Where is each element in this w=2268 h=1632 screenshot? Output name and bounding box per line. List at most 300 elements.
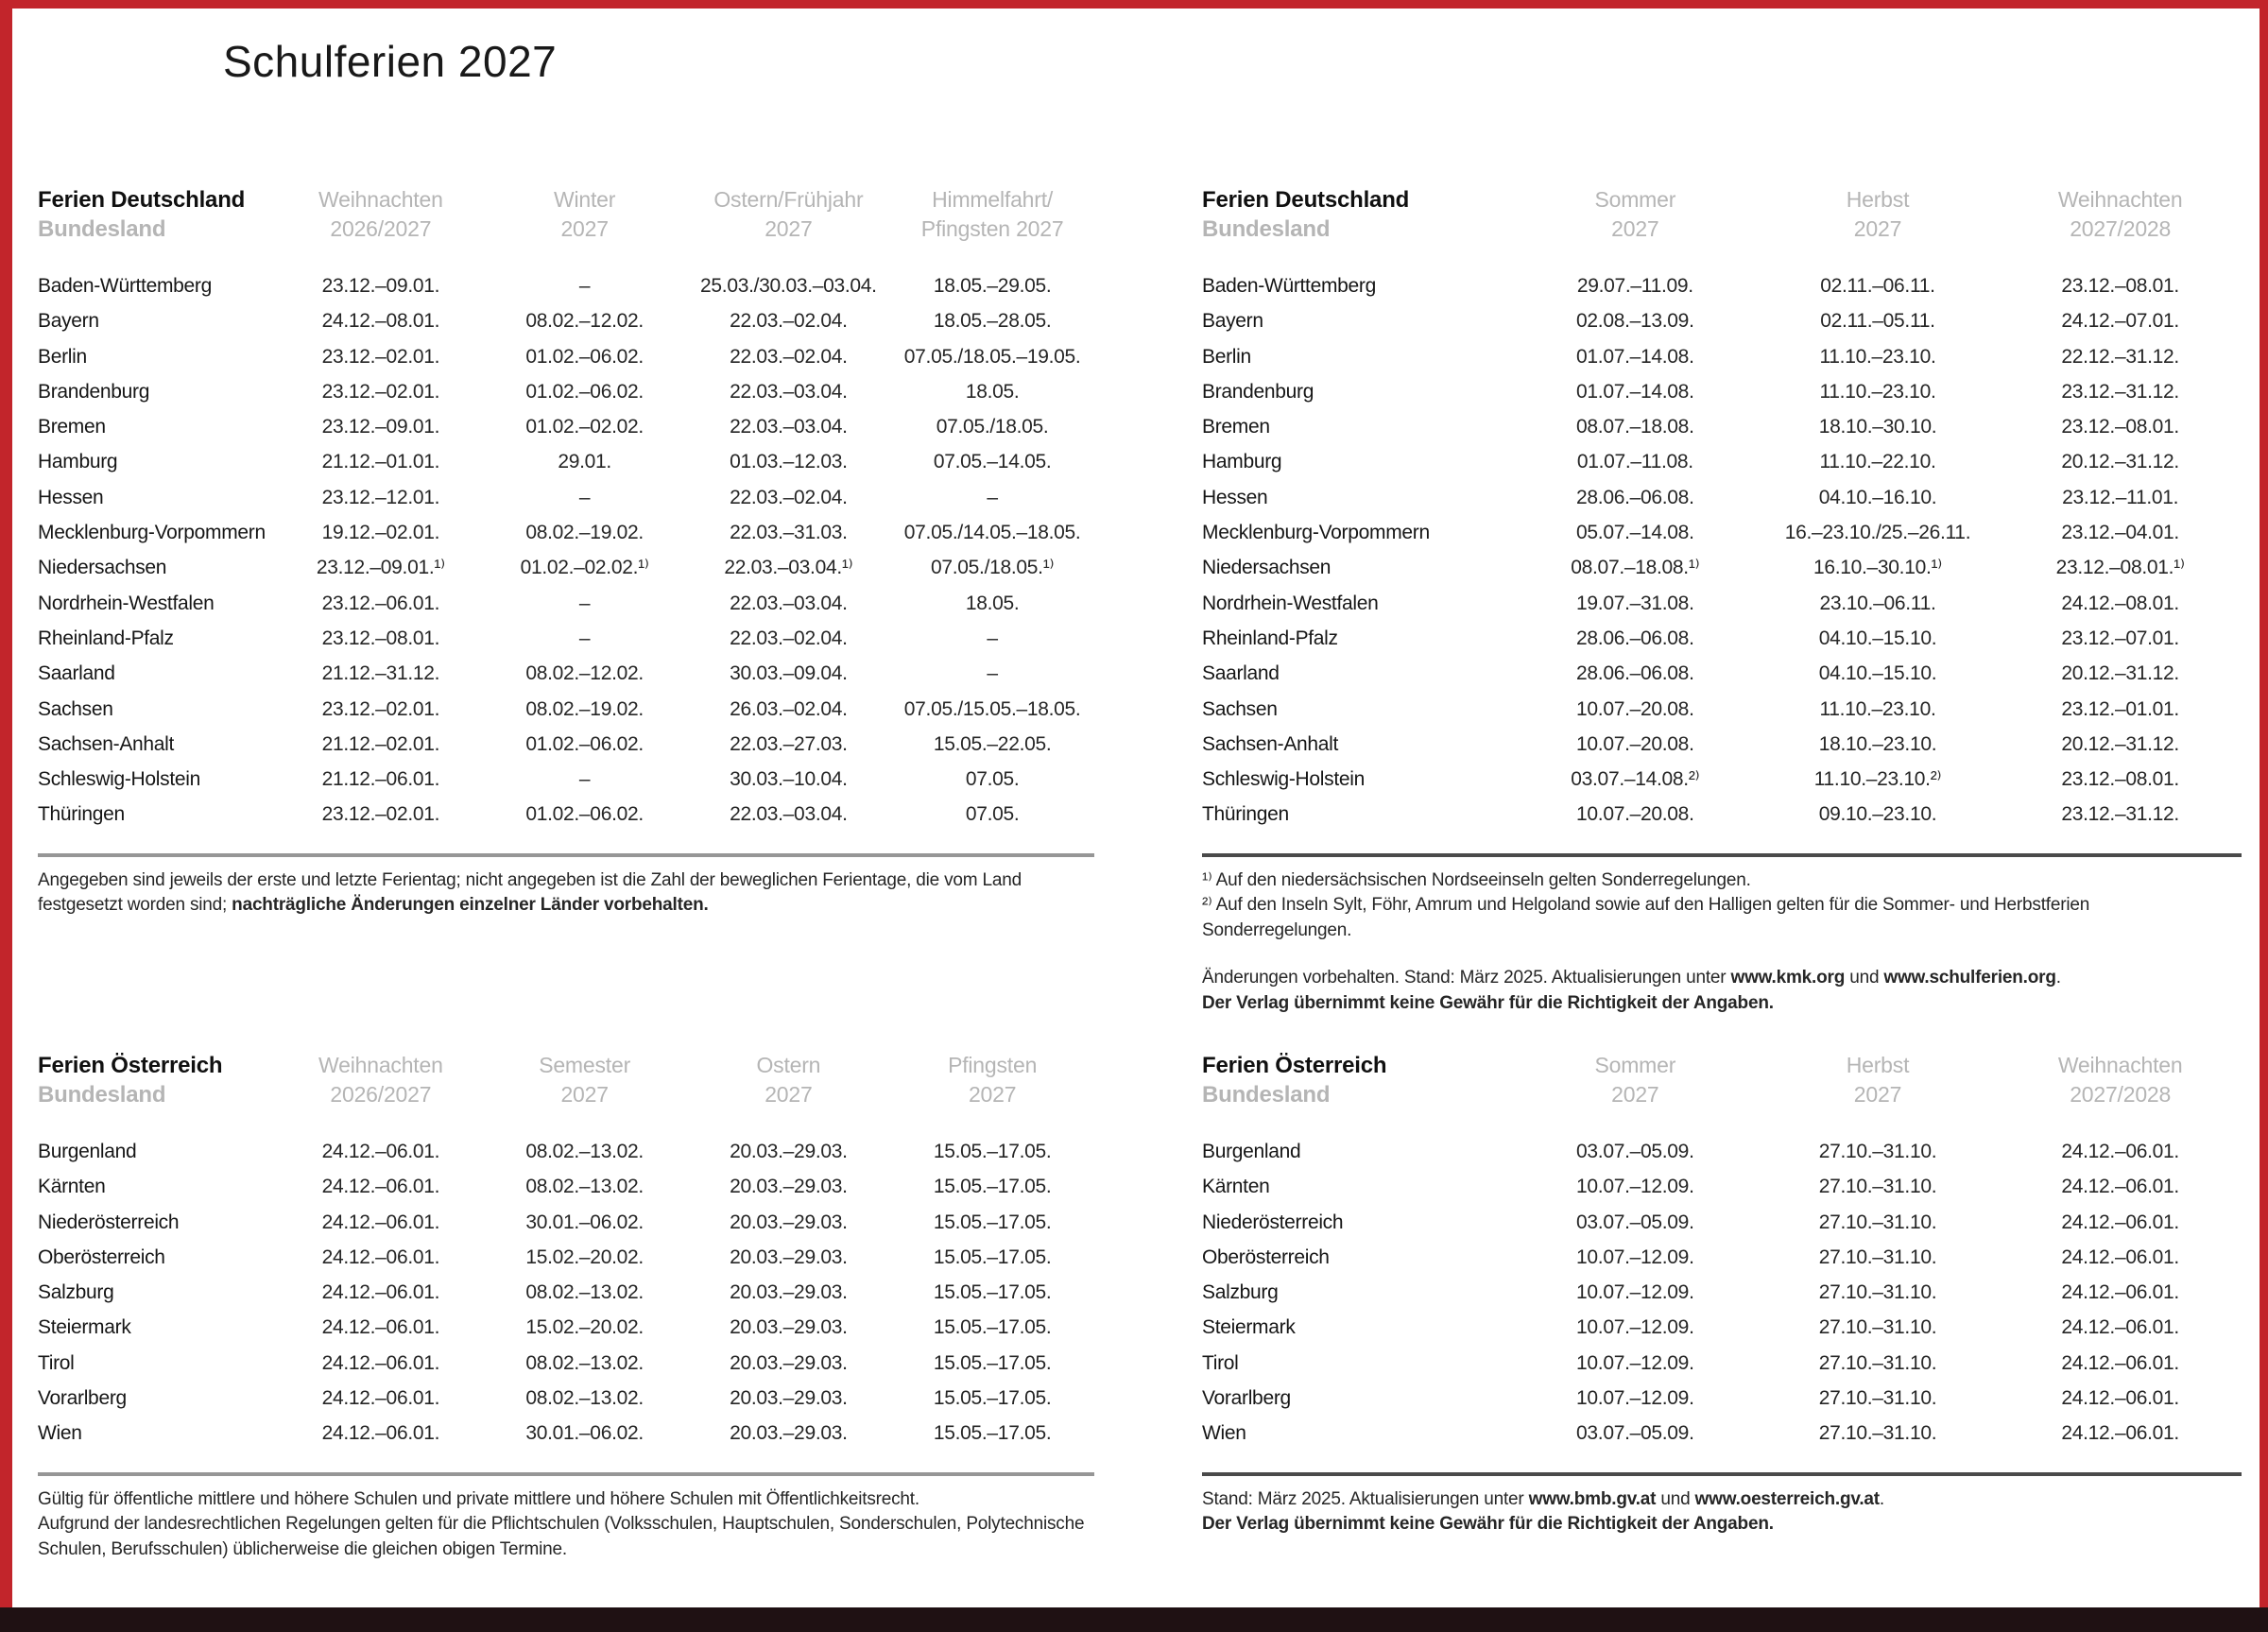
column-header-line2: 2027 bbox=[1853, 1082, 1902, 1107]
holiday-dates: 07.05./15.05.–18.05. bbox=[903, 697, 1081, 720]
holiday-dates: 24.12.–06.01. bbox=[321, 1316, 440, 1339]
holiday-dates: 11.10.–23.10. bbox=[1819, 380, 1936, 403]
divider-rule bbox=[38, 1472, 1094, 1476]
holiday-dates: 24.12.–06.01. bbox=[321, 1141, 440, 1162]
holiday-dates: 04.10.–16.10. bbox=[1818, 486, 1937, 508]
footnote-text: . bbox=[2055, 968, 2061, 988]
table-row bbox=[38, 621, 1094, 656]
column-header-line2: 2027 bbox=[1853, 216, 1902, 241]
state-name: Sachsen-Anhalt bbox=[1202, 732, 1339, 755]
table-row bbox=[1202, 339, 2242, 374]
holiday-dates: 21.12.–06.01. bbox=[321, 768, 440, 791]
footnote-text: . bbox=[1879, 1488, 1885, 1509]
state-name: Hessen bbox=[38, 486, 104, 508]
holiday-dates: 03.07.–05.09. bbox=[1576, 1211, 1694, 1233]
cover-edge-right bbox=[2259, 0, 2268, 1632]
holiday-dates: 02.11.–06.11. bbox=[1820, 275, 1935, 297]
holiday-dates: 01.07.–14.08. bbox=[1576, 380, 1694, 403]
holiday-dates: 23.12.–11.01. bbox=[2062, 486, 2179, 508]
holiday-dates: 20.03.–29.03. bbox=[730, 1245, 848, 1268]
column-header-line2: 2027/2028 bbox=[2070, 216, 2172, 241]
column-header-line1: Weihnachten bbox=[318, 1053, 443, 1077]
holiday-dates: 20.03.–29.03. bbox=[730, 1281, 848, 1304]
state-name: Oberösterreich bbox=[38, 1245, 165, 1268]
holiday-dates: 20.12.–31.12. bbox=[2061, 662, 2179, 685]
holiday-dates: 10.07.–12.09. bbox=[1576, 1281, 1694, 1304]
holiday-dates: 23.12.–08.01.¹⁾ bbox=[2055, 557, 2185, 579]
state-name: Baden-Württemberg bbox=[1202, 275, 1376, 297]
holiday-dates: 10.07.–12.09. bbox=[1576, 1245, 1694, 1268]
table-header-row bbox=[1202, 185, 2242, 244]
table-row bbox=[1202, 762, 2242, 797]
holiday-dates: 23.12.–12.01. bbox=[321, 486, 440, 508]
column-header bbox=[1757, 185, 2000, 244]
state-name: Thüringen bbox=[1202, 803, 1289, 826]
holiday-dates: 24.12.–06.01. bbox=[321, 1176, 440, 1198]
state-name: Sachsen-Anhalt bbox=[38, 732, 175, 755]
state-name: Schleswig-Holstein bbox=[38, 768, 201, 791]
holiday-dates: 23.12.–04.01. bbox=[2061, 522, 2179, 544]
holiday-dates: 10.07.–12.09. bbox=[1576, 1351, 1694, 1374]
state-name: Wien bbox=[1202, 1422, 1246, 1445]
state-name: Mecklenburg-Vorpommern bbox=[1202, 522, 1430, 544]
table-subtitle: Bundesland bbox=[1202, 1082, 1331, 1108]
holiday-dates: 21.12.–31.12. bbox=[321, 662, 440, 685]
holiday-dates: 10.07.–20.08. bbox=[1576, 697, 1694, 720]
column-header-line1: Himmelfahrt/ bbox=[932, 187, 1054, 212]
holiday-dates: 23.12.–09.01. bbox=[321, 275, 440, 297]
holiday-dates: 22.03.–31.03. bbox=[730, 522, 848, 544]
holiday-dates: 09.10.–23.10. bbox=[1818, 803, 1937, 826]
state-name: Brandenburg bbox=[1202, 380, 1314, 403]
column-header bbox=[1757, 1051, 2000, 1109]
column-header-line2: Pfingsten 2027 bbox=[920, 216, 1064, 241]
column-header bbox=[687, 1051, 891, 1109]
footnote-line bbox=[38, 1487, 1094, 1513]
table-row bbox=[38, 656, 1094, 691]
holiday-dates: 18.05. bbox=[965, 592, 1020, 614]
holiday-dates: 23.12.–31.12. bbox=[2061, 380, 2179, 403]
cover-edge-top bbox=[0, 0, 2268, 9]
holiday-dates: 11.10.–23.10.²⁾ bbox=[1813, 768, 1942, 791]
holiday-dates: 20.03.–29.03. bbox=[730, 1351, 848, 1374]
holiday-dates: 20.12.–31.12. bbox=[2061, 732, 2179, 755]
state-name: Schleswig-Holstein bbox=[1202, 768, 1366, 791]
state-name: Baden-Württemberg bbox=[38, 275, 212, 297]
holiday-dates: 18.05.–28.05. bbox=[933, 310, 1052, 333]
holiday-dates: 03.07.–05.09. bbox=[1576, 1422, 1694, 1445]
state-name: Saarland bbox=[1202, 662, 1280, 685]
column-header bbox=[687, 185, 891, 244]
holiday-dates: 08.07.–18.08.¹⁾ bbox=[1571, 557, 1700, 579]
footnote-line bbox=[1202, 893, 2242, 943]
holiday-dates: 07.05./18.05.–19.05. bbox=[903, 345, 1081, 368]
holiday-dates: 01.02.–06.02. bbox=[525, 803, 644, 826]
holiday-dates: 23.12.–02.01. bbox=[321, 380, 440, 403]
table-title: Ferien Deutschland bbox=[1202, 187, 1410, 213]
table-row bbox=[38, 1275, 1094, 1310]
holiday-dates: 23.12.–08.01. bbox=[321, 627, 440, 649]
state-name: Tirol bbox=[1202, 1351, 1239, 1374]
table-row bbox=[1202, 1416, 2242, 1451]
column-header-line2: 2027 bbox=[560, 216, 609, 241]
column-header-line2: 2027 bbox=[1611, 216, 1659, 241]
column-header-line2: 2027 bbox=[1611, 1082, 1659, 1107]
table-row bbox=[1202, 268, 2242, 303]
table-subtitle: Bundesland bbox=[38, 216, 166, 242]
footnotes bbox=[1202, 868, 2242, 1017]
table-row bbox=[38, 586, 1094, 621]
table-row bbox=[38, 339, 1094, 374]
holiday-dates: 25.03./30.03.–03.04. bbox=[700, 275, 877, 297]
holiday-dates: 27.10.–31.10. bbox=[1818, 1245, 1937, 1268]
table-row bbox=[38, 762, 1094, 797]
holiday-dates: 07.05. bbox=[965, 768, 1020, 791]
holiday-dates: 01.03.–12.03. bbox=[730, 451, 848, 473]
holiday-dates: 24.12.–06.01. bbox=[321, 1387, 440, 1410]
holiday-dates: 27.10.–31.10. bbox=[1818, 1211, 1937, 1233]
state-name: Bremen bbox=[38, 416, 106, 438]
holiday-dates: 08.02.–12.02. bbox=[525, 662, 644, 685]
holiday-dates: 24.12.–07.01. bbox=[2061, 310, 2179, 333]
holiday-dates: 10.07.–12.09. bbox=[1576, 1316, 1694, 1339]
table-title-cell bbox=[1202, 185, 1514, 244]
holiday-dates: 27.10.–31.10. bbox=[1818, 1422, 1937, 1445]
table-row bbox=[38, 692, 1094, 727]
state-name: Vorarlberg bbox=[1202, 1387, 1291, 1410]
state-name: Niedersachsen bbox=[38, 557, 167, 579]
column-header bbox=[1514, 185, 1757, 244]
holiday-dates: 20.03.–29.03. bbox=[730, 1316, 848, 1339]
table-row bbox=[38, 1346, 1094, 1381]
state-name: Nordrhein-Westfalen bbox=[1202, 592, 1379, 614]
column-header-line2: 2027/2028 bbox=[2070, 1082, 2172, 1107]
table-row bbox=[1202, 621, 2242, 656]
state-name: Rheinland-Pfalz bbox=[1202, 627, 1338, 649]
holiday-dates: 29.01. bbox=[558, 451, 611, 473]
holiday-dates: 04.10.–15.10. bbox=[1818, 662, 1937, 685]
footnote-text: Aufgrund der landesrechtlichen Regelungen gelten für die Pflichtschulen (Volksschulen, Hauptschulen, Sonderschulen, Polytechnische Schulen, Berufsschulen) üblicherweise die gleichen obigen Termine. bbox=[38, 1514, 1085, 1559]
table-row bbox=[1202, 303, 2242, 338]
holiday-dates: 18.10.–23.10. bbox=[1818, 732, 1937, 755]
table-row bbox=[38, 1205, 1094, 1240]
holiday-dates: 08.02.–19.02. bbox=[525, 522, 644, 544]
column-header-line1: Semester bbox=[539, 1053, 631, 1077]
holiday-dates-empty: – bbox=[987, 662, 998, 685]
state-name: Vorarlberg bbox=[38, 1387, 127, 1410]
footnote-text: www.kmk.org bbox=[1730, 968, 1846, 988]
holiday-dates: 27.10.–31.10. bbox=[1818, 1316, 1937, 1339]
holiday-dates: 28.06.–06.08. bbox=[1576, 662, 1694, 685]
table-row bbox=[1202, 1134, 2242, 1169]
table-row bbox=[1202, 1346, 2242, 1381]
holiday-dates: 04.10.–15.10. bbox=[1818, 627, 1937, 649]
holiday-dates: 22.03.–03.04. bbox=[730, 380, 848, 403]
table-row bbox=[38, 409, 1094, 444]
holiday-dates: 23.12.–07.01. bbox=[2061, 627, 2179, 649]
footnote-text: www.schulferien.org bbox=[1883, 968, 2056, 988]
holiday-dates: 15.02.–20.02. bbox=[525, 1316, 644, 1339]
holiday-dates: 01.02.–02.02. bbox=[525, 416, 644, 438]
column-header bbox=[890, 185, 1094, 244]
holiday-dates: 23.10.–06.11. bbox=[1819, 592, 1936, 614]
table-row bbox=[1202, 480, 2242, 515]
holiday-dates: 20.03.–29.03. bbox=[730, 1141, 848, 1162]
holiday-dates-empty: – bbox=[987, 627, 998, 649]
footnote-text: ²⁾ Auf den Inseln Sylt, Föhr, Amrum und Helgoland sowie auf den Halligen gelten für die Sommer- und Herbstferien Sonderregelungen. bbox=[1202, 895, 2090, 940]
column-header bbox=[1999, 185, 2242, 244]
state-name: Saarland bbox=[38, 662, 115, 685]
column-header bbox=[483, 185, 687, 244]
holiday-dates: 01.02.–06.02. bbox=[525, 380, 644, 403]
holiday-dates: 21.12.–02.01. bbox=[321, 732, 440, 755]
holiday-dates: 24.12.–06.01. bbox=[2061, 1281, 2179, 1304]
holiday-dates-empty: – bbox=[987, 486, 998, 508]
holiday-dates: 01.07.–11.08. bbox=[1576, 451, 1693, 473]
table-row bbox=[1202, 586, 2242, 621]
holiday-dates: 23.12.–08.01. bbox=[2061, 416, 2179, 438]
table-header-row bbox=[38, 185, 1094, 244]
table-row bbox=[38, 1169, 1094, 1204]
holiday-dates: 08.02.–19.02. bbox=[525, 697, 644, 720]
holiday-dates: 08.02.–13.02. bbox=[525, 1176, 644, 1198]
holiday-dates-empty: – bbox=[578, 275, 591, 297]
state-name: Steiermark bbox=[1202, 1316, 1296, 1339]
holiday-dates: 19.12.–02.01. bbox=[321, 522, 440, 544]
state-name: Bayern bbox=[38, 310, 99, 333]
holiday-dates: 11.10.–23.10. bbox=[1819, 697, 1936, 720]
state-name: Hamburg bbox=[38, 451, 118, 473]
table-row bbox=[38, 797, 1094, 832]
holiday-dates: 23.12.–09.01.¹⁾ bbox=[316, 557, 445, 579]
holiday-dates: 23.12.–02.01. bbox=[321, 345, 440, 368]
state-name: Salzburg bbox=[38, 1281, 114, 1304]
holiday-dates: 03.07.–14.08.²⁾ bbox=[1571, 768, 1700, 791]
table-title-cell bbox=[38, 185, 279, 244]
holiday-dates: 28.06.–06.08. bbox=[1576, 486, 1694, 508]
footnote-text: nachträgliche Änderungen einzelner Länder vorbehalten. bbox=[232, 895, 709, 916]
page-title: Schulferien 2027 bbox=[223, 37, 558, 86]
holiday-dates: 23.12.–06.01. bbox=[321, 592, 440, 614]
holiday-dates: 08.02.–13.02. bbox=[525, 1281, 644, 1304]
footnotes bbox=[38, 868, 1094, 919]
state-name: Bremen bbox=[1202, 416, 1270, 438]
state-name: Sachsen bbox=[38, 697, 113, 720]
holiday-dates: 15.05.–17.05. bbox=[933, 1422, 1052, 1445]
table-row bbox=[38, 1381, 1094, 1416]
column-header-line2: 2027 bbox=[765, 216, 813, 241]
holiday-dates: 18.05.–29.05. bbox=[933, 275, 1052, 297]
holiday-dates: 11.10.–22.10. bbox=[1819, 451, 1936, 473]
column-header-line1: Herbst bbox=[1846, 1053, 1910, 1077]
column-header bbox=[1999, 1051, 2242, 1109]
state-name: Berlin bbox=[38, 345, 87, 368]
state-name: Bayern bbox=[1202, 310, 1263, 333]
table-subtitle: Bundesland bbox=[1202, 216, 1331, 242]
table-row bbox=[38, 1240, 1094, 1275]
state-name: Steiermark bbox=[38, 1316, 131, 1339]
footnote-text: Änderungen vorbehalten. Stand: März 2025. Aktualisierungen unter bbox=[1202, 968, 1731, 988]
footnote-line bbox=[38, 868, 1094, 919]
column-header-line1: Ostern bbox=[756, 1053, 821, 1077]
holiday-dates: 30.03.–10.04. bbox=[730, 768, 848, 791]
holiday-dates-empty: – bbox=[578, 486, 591, 508]
holiday-dates: 24.12.–06.01. bbox=[2061, 1351, 2179, 1374]
state-name: Thüringen bbox=[38, 803, 125, 826]
footnotes bbox=[1202, 1487, 2242, 1538]
state-name: Niederösterreich bbox=[38, 1211, 180, 1233]
footnote-line bbox=[1202, 1512, 2242, 1538]
holiday-dates: 24.12.–06.01. bbox=[2061, 1176, 2179, 1198]
footnote-line bbox=[1202, 1487, 2242, 1513]
table-row bbox=[38, 374, 1094, 409]
holiday-dates: 22.03.–02.04. bbox=[730, 345, 848, 368]
cover-edge-bottom bbox=[0, 1607, 2268, 1632]
holiday-dates: 15.05.–17.05. bbox=[933, 1281, 1052, 1304]
holiday-dates: 18.10.–30.10. bbox=[1818, 416, 1937, 438]
table-header-row bbox=[38, 1051, 1094, 1109]
holiday-dates: 24.12.–08.01. bbox=[2061, 592, 2179, 614]
table-row bbox=[38, 1310, 1094, 1345]
table-austria-second-half bbox=[1202, 1051, 2242, 1538]
holiday-dates: 22.03.–27.03. bbox=[730, 732, 848, 755]
holiday-dates: 16.10.–30.10.¹⁾ bbox=[1813, 557, 1943, 579]
footnote-text: Angegeben sind jeweils der erste und letzte Ferientag; nicht angegeben ist die Zahl der beweglichen Ferientage, die vom Land festgesetzt worden sind; bbox=[38, 869, 1022, 916]
state-name: Mecklenburg-Vorpommern bbox=[38, 522, 266, 544]
holiday-dates: 30.03.–09.04. bbox=[730, 662, 848, 685]
state-name: Kärnten bbox=[38, 1176, 106, 1198]
footnote-text: www.oesterreich.gv.at bbox=[1694, 1488, 1880, 1509]
footnote-text: Stand: März 2025. Aktualisierungen unter bbox=[1202, 1488, 1529, 1509]
holiday-dates: 30.01.–06.02. bbox=[525, 1211, 644, 1233]
footnote-line bbox=[1202, 868, 2242, 894]
holiday-dates: 24.12.–08.01. bbox=[321, 310, 440, 333]
holiday-dates: 24.12.–06.01. bbox=[321, 1351, 440, 1374]
table-germany-second-half bbox=[1202, 185, 2242, 1016]
table-row bbox=[1202, 656, 2242, 691]
holiday-dates: 23.12.–09.01. bbox=[321, 416, 440, 438]
state-name: Kärnten bbox=[1202, 1176, 1270, 1198]
holiday-dates: 15.05.–17.05. bbox=[933, 1141, 1052, 1162]
cover-edge-left bbox=[0, 0, 12, 1632]
state-name: Rheinland-Pfalz bbox=[38, 627, 174, 649]
state-name: Burgenland bbox=[38, 1141, 137, 1162]
state-name: Wien bbox=[38, 1422, 82, 1445]
column-header-line1: Sommer bbox=[1594, 1053, 1676, 1077]
column-header-line1: Weihnachten bbox=[318, 187, 443, 212]
table-row bbox=[1202, 374, 2242, 409]
holiday-dates: 20.12.–31.12. bbox=[2061, 451, 2179, 473]
table-row bbox=[38, 303, 1094, 338]
holiday-dates: 10.07.–12.09. bbox=[1576, 1387, 1694, 1410]
holiday-dates: 22.03.–03.04. bbox=[730, 803, 848, 826]
holiday-dates: 01.02.–06.02. bbox=[525, 732, 644, 755]
table-row bbox=[1202, 1169, 2242, 1204]
holiday-dates: 27.10.–31.10. bbox=[1818, 1176, 1937, 1198]
column-header-line1: Weihnachten bbox=[2057, 1053, 2183, 1077]
holiday-dates: 08.02.–13.02. bbox=[525, 1387, 644, 1410]
holiday-dates: 07.05. bbox=[965, 803, 1020, 826]
state-name: Brandenburg bbox=[38, 380, 150, 403]
table-row bbox=[38, 268, 1094, 303]
holiday-dates: 08.02.–12.02. bbox=[525, 310, 644, 333]
holiday-dates: 22.03.–03.04. bbox=[730, 592, 848, 614]
footnote-text: ¹⁾ Auf den niedersächsischen Nordseeinseln gelten Sonderregelungen. bbox=[1202, 869, 1751, 890]
holiday-dates: 02.11.–05.11. bbox=[1820, 310, 1935, 333]
divider-rule bbox=[1202, 1472, 2242, 1476]
holiday-dates: 22.03.–02.04. bbox=[730, 310, 848, 333]
holiday-dates: 11.10.–23.10. bbox=[1819, 345, 1936, 368]
holiday-dates: 03.07.–05.09. bbox=[1576, 1141, 1694, 1162]
holiday-dates: 23.12.–02.01. bbox=[321, 803, 440, 826]
holiday-dates: 15.05.–17.05. bbox=[933, 1316, 1052, 1339]
table-row bbox=[38, 515, 1094, 550]
table-row bbox=[38, 444, 1094, 479]
holiday-dates: 26.03.–02.04. bbox=[730, 697, 848, 720]
state-name: Nordrhein-Westfalen bbox=[38, 592, 215, 614]
state-name: Tirol bbox=[38, 1351, 75, 1374]
holiday-dates: 27.10.–31.10. bbox=[1818, 1141, 1937, 1162]
divider-rule bbox=[1202, 853, 2242, 857]
state-name: Niederösterreich bbox=[1202, 1211, 1344, 1233]
holiday-dates: 18.05. bbox=[965, 380, 1020, 403]
footnote-text: Der Verlag übernimmt keine Gewähr für die Richtigkeit der Angaben. bbox=[1202, 1514, 1774, 1535]
table-row bbox=[1202, 692, 2242, 727]
table-row bbox=[1202, 1205, 2242, 1240]
column-header-line2: 2026/2027 bbox=[330, 1082, 432, 1107]
holiday-dates: 24.12.–06.01. bbox=[321, 1422, 440, 1445]
table-row bbox=[38, 1134, 1094, 1169]
table-row bbox=[1202, 1381, 2242, 1416]
holiday-dates: 07.05./18.05. bbox=[936, 416, 1049, 438]
footnote-line bbox=[1202, 966, 2242, 991]
table-row bbox=[38, 480, 1094, 515]
footnotes bbox=[38, 1487, 1094, 1563]
column-header-line2: 2027 bbox=[560, 1082, 609, 1107]
table-row bbox=[1202, 727, 2242, 762]
table-title: Ferien Österreich bbox=[38, 1053, 223, 1078]
holiday-dates: 20.03.–29.03. bbox=[730, 1176, 848, 1198]
holiday-dates-empty: – bbox=[578, 768, 591, 791]
state-name: Burgenland bbox=[1202, 1141, 1301, 1162]
holiday-dates: 15.05.–17.05. bbox=[933, 1387, 1052, 1410]
holiday-dates: 15.05.–17.05. bbox=[933, 1211, 1052, 1233]
state-name: Salzburg bbox=[1202, 1281, 1279, 1304]
holiday-dates: 19.07.–31.08. bbox=[1576, 592, 1694, 614]
state-name: Berlin bbox=[1202, 345, 1251, 368]
state-name: Hessen bbox=[1202, 486, 1268, 508]
holiday-dates: 10.07.–20.08. bbox=[1576, 732, 1694, 755]
table-row bbox=[1202, 550, 2242, 585]
table-germany-first-half bbox=[38, 185, 1094, 919]
holiday-dates: 15.05.–22.05. bbox=[933, 732, 1052, 755]
column-header-line1: Weihnachten bbox=[2057, 187, 2183, 212]
footnote-line bbox=[38, 1512, 1094, 1562]
holiday-dates: 21.12.–01.01. bbox=[321, 451, 440, 473]
state-name: Sachsen bbox=[1202, 697, 1278, 720]
holiday-dates: 27.10.–31.10. bbox=[1818, 1387, 1937, 1410]
column-header bbox=[279, 185, 483, 244]
state-name: Oberösterreich bbox=[1202, 1245, 1330, 1268]
holiday-dates: 23.12.–08.01. bbox=[2061, 768, 2179, 791]
holiday-dates: 23.12.–08.01. bbox=[2061, 275, 2179, 297]
holiday-dates: 01.02.–02.02.¹⁾ bbox=[520, 557, 649, 579]
holiday-dates: 16.–23.10./25.–26.11. bbox=[1784, 522, 1971, 544]
column-header bbox=[483, 1051, 687, 1109]
table-subtitle: Bundesland bbox=[38, 1082, 166, 1108]
holiday-dates: 30.01.–06.02. bbox=[525, 1422, 644, 1445]
holiday-dates: 24.12.–06.01. bbox=[2061, 1141, 2179, 1162]
